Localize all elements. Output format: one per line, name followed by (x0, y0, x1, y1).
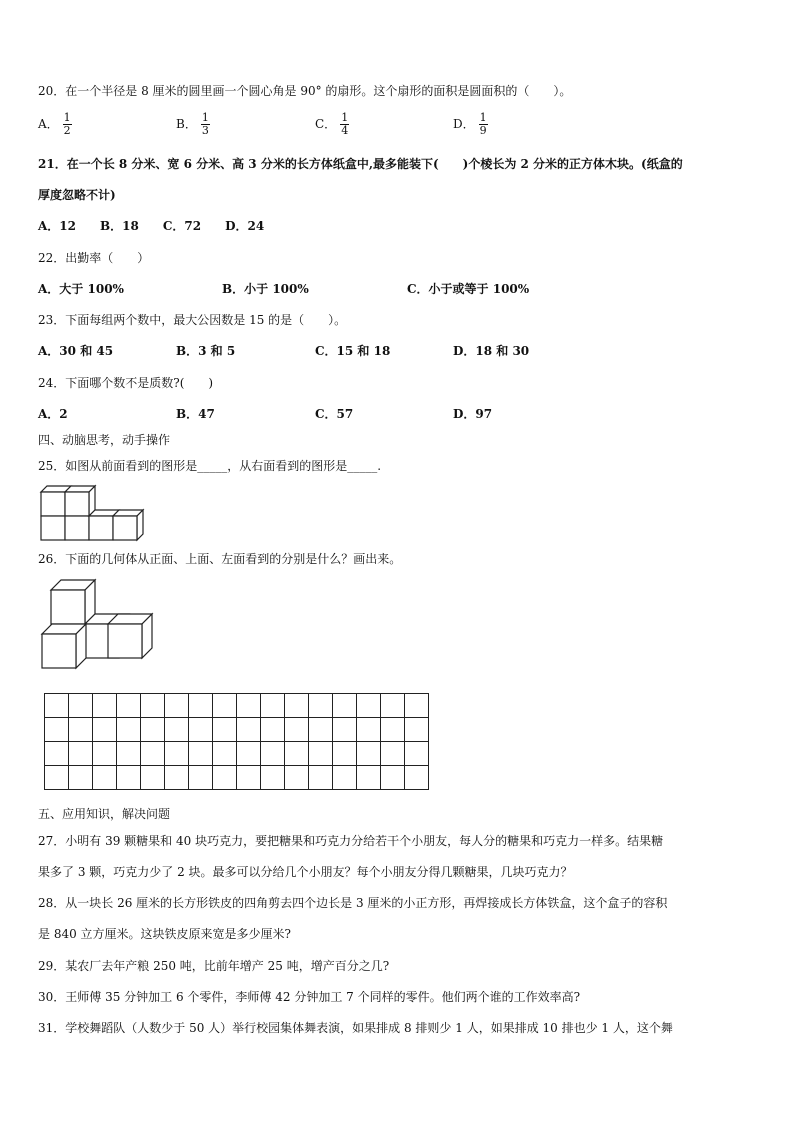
q23-option-c[interactable]: C．15 和 18 (315, 344, 391, 358)
section-4-heading: 四、动脑思考，动手操作 (38, 433, 171, 447)
grid-cell[interactable] (237, 766, 261, 790)
grid-cell[interactable] (69, 718, 93, 742)
q25-cube (41, 516, 65, 540)
question-24: 24．下面哪个数不是质数?( ) (38, 376, 214, 390)
grid-cell[interactable] (261, 766, 285, 790)
grid-cell[interactable] (141, 718, 165, 742)
grid-cell[interactable] (285, 694, 309, 718)
q25-cube (65, 516, 89, 540)
question-21-line-2: 厚度忽略不计) (38, 188, 116, 202)
grid-cell[interactable] (333, 742, 357, 766)
q23-option-b[interactable]: B．3 和 5 (176, 344, 236, 358)
grid-cell[interactable] (285, 742, 309, 766)
q22-option-c[interactable]: C．小于或等于 100% (407, 282, 530, 296)
question-21-line-1: 21．在一个长 8 分米、宽 6 分米、高 3 分米的长方体纸盒中,最多能装下( )个棱长为 2 分米的正方体木块。(纸盒的 (38, 157, 683, 171)
grid-cell[interactable] (309, 766, 333, 790)
grid-cell[interactable] (165, 694, 189, 718)
grid-cell[interactable] (213, 718, 237, 742)
fraction: $\frac{1}{4}$ (341, 111, 349, 137)
grid-cell[interactable] (237, 718, 261, 742)
option-letter: B． (176, 117, 197, 131)
grid-cell[interactable] (69, 694, 93, 718)
grid-cell[interactable] (45, 766, 69, 790)
section-5-heading: 五、应用知识，解决问题 (38, 807, 171, 821)
option-letter: A． (38, 117, 59, 131)
grid-cell[interactable] (117, 742, 141, 766)
fraction: $\frac{1}{2}$ (63, 111, 71, 137)
drawing-grid[interactable] (44, 693, 430, 789)
grid-cell[interactable] (165, 718, 189, 742)
grid-cell[interactable] (93, 766, 117, 790)
grid-cell[interactable] (405, 718, 429, 742)
grid-cell[interactable] (69, 766, 93, 790)
grid-cell[interactable] (141, 766, 165, 790)
grid-cell[interactable] (45, 694, 69, 718)
q22-option-a[interactable]: A．大于 100% (38, 282, 124, 296)
question-25: 25．如图从前面看到的图形是_____，从右面看到的图形是_____. (38, 459, 382, 473)
grid-cell[interactable] (261, 718, 285, 742)
grid-cell[interactable] (381, 694, 405, 718)
grid-cell[interactable] (261, 694, 285, 718)
grid-cell[interactable] (165, 742, 189, 766)
grid-cell[interactable] (285, 718, 309, 742)
q21-options[interactable]: A．12 B．18 C．72 D．24 (38, 219, 265, 233)
grid-cell[interactable] (261, 742, 285, 766)
q24-option-a[interactable]: A．2 (38, 407, 68, 421)
grid-cell[interactable] (405, 694, 429, 718)
grid-cell[interactable] (189, 718, 213, 742)
fraction: $\frac{1}{9}$ (479, 111, 487, 137)
question-29: 29．某农厂去年产粮 250 吨，比前年增产 25 吨，增产百分之几? (38, 959, 390, 973)
q25-cube (65, 486, 95, 516)
question-27-line-2: 果多了 3 颗，巧克力少了 2 块。最多可以分给几个小朋友？每个小朋友分得几颗糖果，几块巧克力？ (38, 865, 573, 879)
fraction: $\frac{1}{3}$ (201, 111, 209, 137)
grid-cell[interactable] (93, 718, 117, 742)
grid-cell[interactable] (333, 718, 357, 742)
question-28-line-1: 28．从一块长 26 厘米的长方形铁皮的四角剪去四个边长是 3 厘米的小正方形，再焊接成长方体铁盒，这个盒子的容积 (38, 896, 668, 910)
q22-option-b[interactable]: B．小于 100% (222, 282, 309, 296)
grid-cell[interactable] (189, 766, 213, 790)
grid-cell[interactable] (405, 766, 429, 790)
q20-option-b[interactable] (176, 112, 210, 137)
grid-cell[interactable] (309, 742, 333, 766)
grid-cell[interactable] (189, 742, 213, 766)
q23-option-d[interactable]: D．18 和 30 (453, 344, 530, 358)
grid-cell[interactable] (141, 742, 165, 766)
grid-cell[interactable] (189, 694, 213, 718)
q24-option-c[interactable]: C．57 (315, 407, 354, 421)
grid-cell[interactable] (165, 766, 189, 790)
grid-cell[interactable] (333, 766, 357, 790)
question-26: 26．下面的几何体从正面、上面、左面看到的分别是什么？画出来。 (38, 552, 402, 566)
question-31-line-1: 31．学校舞蹈队（人数少于 50 人）举行校园集体舞表演，如果排成 8 排则少 1 人，如果排成 10 排也少 1 人，这个舞 (38, 1021, 673, 1035)
q24-option-d[interactable]: D．97 (453, 407, 493, 421)
grid-cell[interactable] (45, 718, 69, 742)
q24-option-b[interactable]: B．47 (176, 407, 215, 421)
grid-cell[interactable] (357, 718, 381, 742)
grid-cell[interactable] (381, 718, 405, 742)
q26-cube-figure (38, 580, 168, 675)
question-23: 23．下面每组两个数中，最大公因数是 15 的是（ ）。 (38, 313, 347, 327)
q23-option-a[interactable]: A．30 和 45 (38, 344, 114, 358)
grid-cell[interactable] (213, 742, 237, 766)
grid-cell[interactable] (213, 694, 237, 718)
question-30: 30．王师傅 35 分钟加工 6 个零件，李师傅 42 分钟加工 7 个同样的零件。他们两个谁的工作效率高? (38, 990, 581, 1004)
question-27-line-1: 27．小明有 39 颗糖果和 40 块巧克力，要把糖果和巧克力分给若干个小朋友，每人分的糖果和巧克力一样多。结果糖 (38, 834, 664, 848)
q20-option-d[interactable] (453, 112, 488, 137)
question-22: 22．出勤率（ ） (38, 251, 150, 265)
grid-cell[interactable] (285, 766, 309, 790)
q20-option-a[interactable] (38, 112, 72, 137)
grid-cell[interactable] (141, 694, 165, 718)
grid-cell[interactable] (93, 694, 117, 718)
grid-cell[interactable] (381, 766, 405, 790)
grid-cell[interactable] (309, 718, 333, 742)
question-28-line-2: 是 840 立方厘米。这块铁皮原来宽是多少厘米? (38, 927, 291, 941)
grid-cell[interactable] (45, 742, 69, 766)
grid-cell[interactable] (309, 694, 333, 718)
q25-cube (113, 510, 143, 540)
q20-option-c[interactable] (315, 112, 349, 137)
question-20: 20．在一个半径是 8 厘米的圆里画一个圆心角是 90° 的扇形。这个扇形的面积是圆面积的（ ）。 (38, 84, 572, 98)
grid-cell[interactable] (333, 694, 357, 718)
grid-cell[interactable] (213, 766, 237, 790)
grid-cell[interactable] (69, 742, 93, 766)
grid-cell[interactable] (237, 694, 261, 718)
grid-cell[interactable] (357, 742, 381, 766)
grid-cell[interactable] (93, 742, 117, 766)
q26-left-cube (42, 624, 86, 668)
option-letter: D． (453, 117, 475, 131)
grid-cell[interactable] (117, 694, 141, 718)
grid-cell[interactable] (381, 742, 405, 766)
option-letter: C． (315, 117, 337, 131)
grid-cell[interactable] (237, 742, 261, 766)
grid-cell[interactable] (357, 766, 381, 790)
q25-cube-figure (38, 482, 148, 542)
grid-cell[interactable] (117, 718, 141, 742)
q26-right-cube (108, 614, 152, 658)
grid-cell[interactable] (117, 766, 141, 790)
grid-cell[interactable] (357, 694, 381, 718)
q26-top-cube (51, 580, 95, 624)
grid-cell[interactable] (405, 742, 429, 766)
